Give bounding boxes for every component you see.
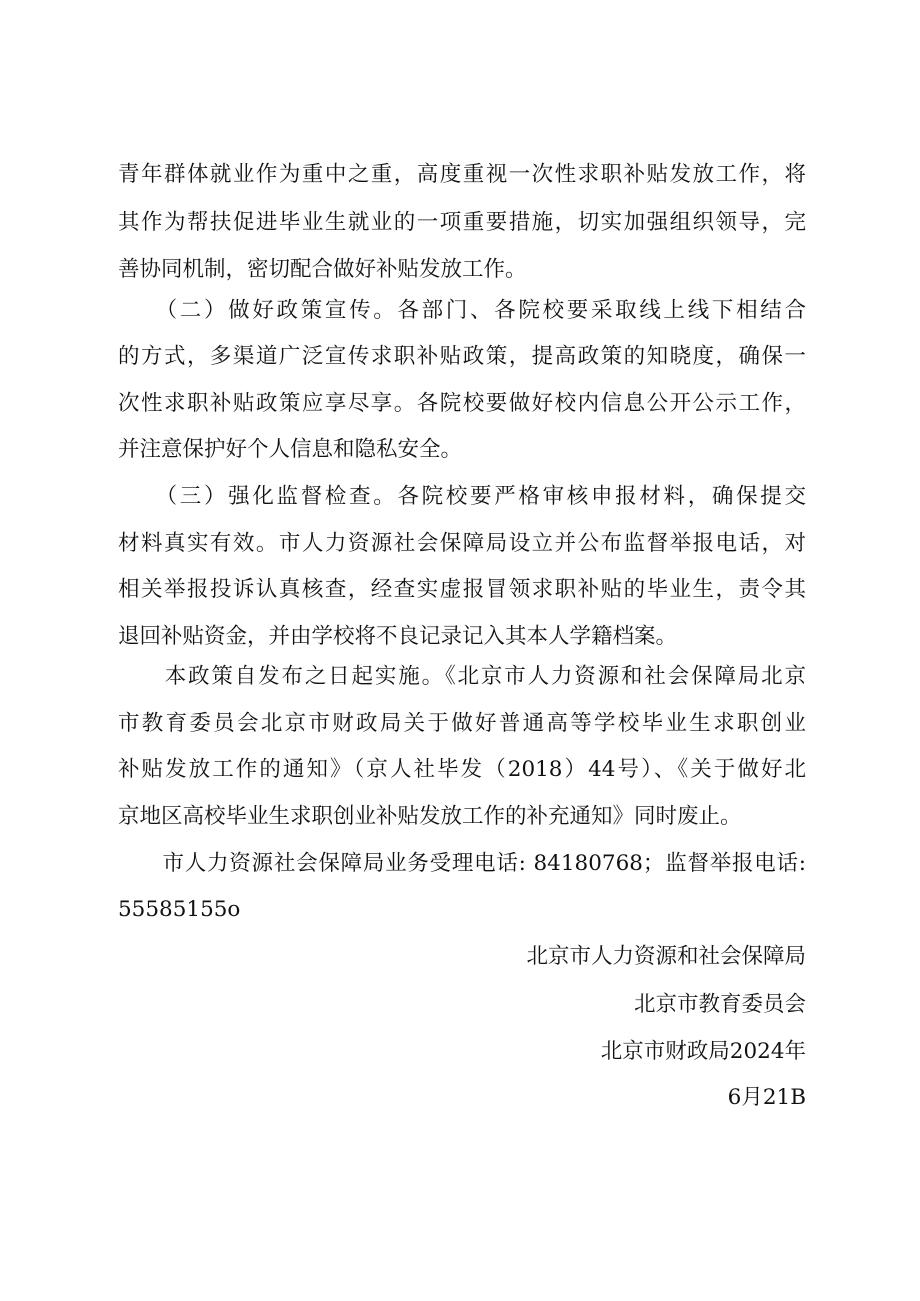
- paragraph-line: 相关举报投诉认真核查，经查实虚报冒领求职补贴的毕业生，责令其: [118, 577, 806, 602]
- paragraph-line: （三）强化监督检查。各院校要严格审核申报材料，确保提交: [118, 484, 806, 509]
- paragraph-line: （二）做好政策宣传。各部门、各院校要采取线上线下相结合: [118, 298, 806, 323]
- paragraph-line: 青年群体就业作为重中之重，高度重视一次性求职补贴发放工作，将: [118, 162, 806, 187]
- paragraph-line: 其作为帮扶促进毕业生就业的一项重要措施，切实加强组织领导，完: [118, 210, 806, 235]
- signature-org-education: 北京市教育委员会: [633, 992, 806, 1017]
- paragraph-line: 退回补贴资金，并由学校将不良记录记入其本人学籍档案。: [118, 624, 678, 649]
- paragraph-line: 补贴发放工作的通知》（京人社毕发（2018）44号）、《关于做好北: [118, 757, 806, 782]
- signature-org-hrss: 北京市人力资源和社会保障局: [526, 944, 806, 969]
- paragraph-line: 次性求职补贴政策应享尽享。各院校要做好校内信息公开公示工作，: [118, 391, 806, 416]
- signature-org-finance: 北京市财政局2024年: [600, 1039, 806, 1064]
- paragraph-line: 55585155o: [118, 897, 241, 922]
- paragraph-line: 并注意保护好个人信息和隐私安全。: [118, 437, 463, 462]
- paragraph-line: 市人力资源社会保障局业务受理电话: 84180768；监督举报电话:: [118, 851, 806, 876]
- paragraph-line: 市教育委员会北京市财政局关于做好普通高等学校毕业生求职创业: [118, 711, 806, 736]
- signature-date: 6月21B: [727, 1085, 806, 1110]
- paragraph-line: 京地区高校毕业生求职创业补贴发放工作的补充通知》同时废止。: [118, 804, 742, 829]
- paragraph-line: 善协同机制，密切配合做好补贴发放工作。: [118, 257, 527, 282]
- paragraph-line: 材料真实有效。市人力资源社会保障局设立并公布监督举报电话，对: [118, 531, 806, 556]
- paragraph-line: 本政策自发布之日起实施。《北京市人力资源和社会保障局北京: [118, 664, 806, 689]
- paragraph-line: 的方式，多渠道广泛宣传求职补贴政策，提高政策的知晓度，确保一: [118, 344, 806, 369]
